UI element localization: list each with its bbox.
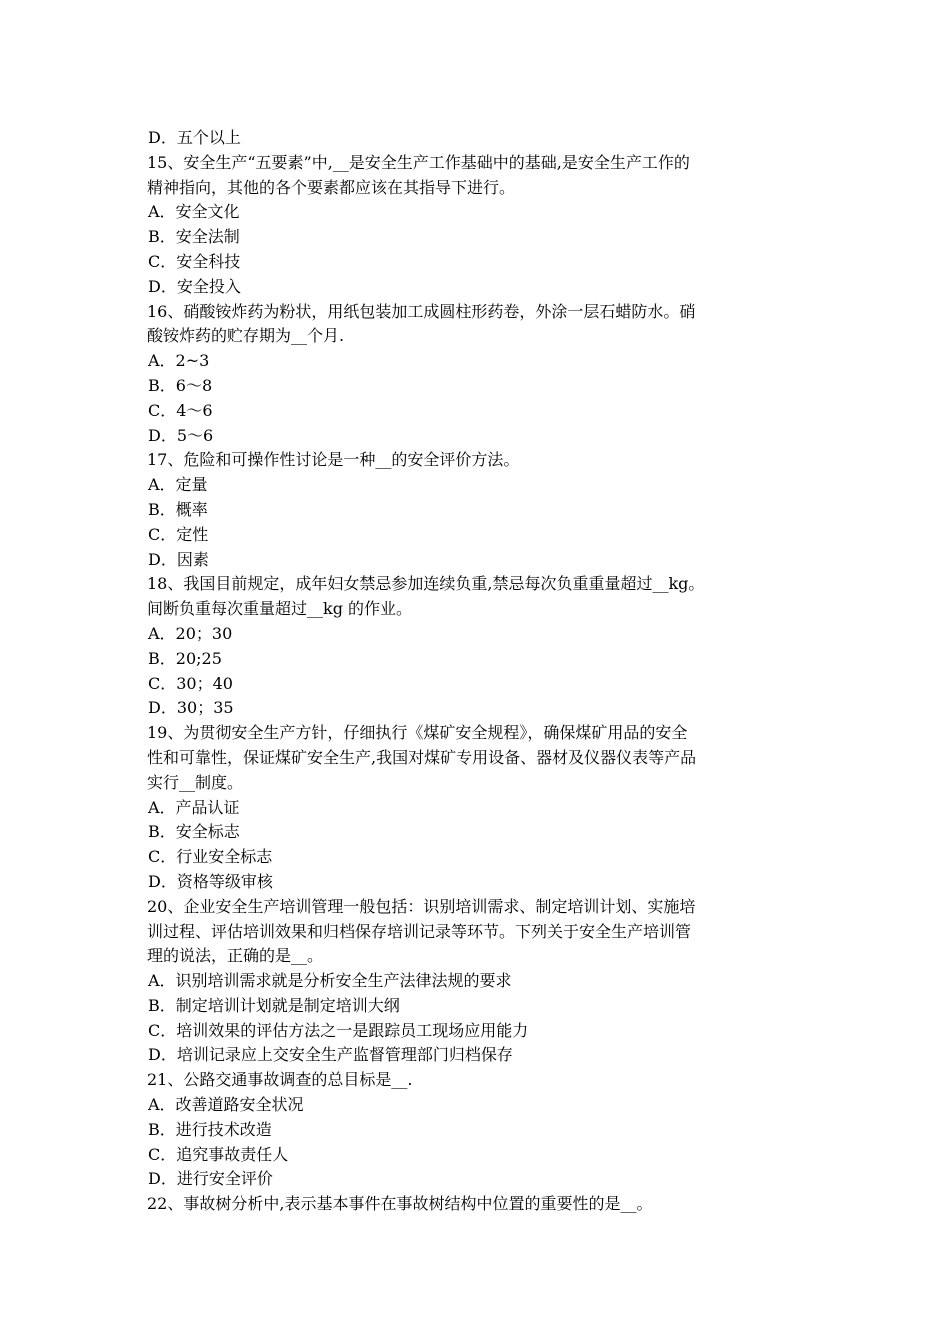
answer-option-line: D．培训记录应上交安全生产监督管理部门归档保存: [148, 1045, 513, 1065]
answer-option-line: C．4～6: [148, 400, 213, 420]
question-text-line: 性和可靠性，保证煤矿安全生产,我国对煤矿专用设备、器材及仪器仪表等产品: [147, 747, 697, 767]
document-body: [147, 126, 809, 1217]
answer-option-line: A．识别培训需求就是分析安全生产法律法规的要求: [148, 971, 512, 991]
answer-option-line: C．30；40: [148, 673, 233, 693]
question-text-line: 22、事故树分析中,表示基本事件在事故树结构中位置的重要性的是__。: [147, 1194, 653, 1214]
question-text-line: 理的说法，正确的是__。: [147, 946, 324, 966]
answer-option-line: D．安全投入: [148, 276, 241, 296]
answer-option-line: D．5～6: [148, 425, 214, 445]
question-text-line: 实行__制度。: [147, 772, 244, 792]
answer-option-line: C．培训效果的评估方法之一是跟踪员工现场应用能力: [148, 1020, 529, 1040]
answer-option-line: A．改善道路安全状况: [148, 1095, 304, 1115]
answer-option-line: D．30；35: [148, 698, 234, 718]
answer-option-line: B．6～8: [148, 375, 213, 395]
answer-option-line: A．定量: [148, 475, 208, 495]
question-text-line: 15、安全生产“五要素”中,__是安全生产工作基础中的基础,是安全生产工作的: [147, 152, 690, 172]
answer-option-line: C．定性: [148, 524, 209, 544]
question-text-line: 20、企业安全生产培训管理一般包括：识别培训需求、制定培训计划、实施培: [147, 896, 696, 916]
question-text-line: 16、硝酸铵炸药为粉状，用纸包装加工成圆柱形药卷，外涂一层石蜡防水。硝: [147, 301, 696, 321]
answer-option-line: B．安全标志: [148, 822, 240, 842]
answer-option-line: A．20；30: [148, 623, 233, 643]
question-text-line: 19、为贯彻安全生产方针，仔细执行《煤矿安全规程》，确保煤矿用品的安全: [147, 723, 688, 743]
answer-option-line: D．进行安全评价: [148, 1169, 273, 1189]
answer-option-line: B．20;25: [148, 648, 222, 668]
question-text-line: 间断负重每次重量超过__kg 的作业。: [147, 599, 413, 619]
answer-option-line: D．五个以上: [148, 128, 241, 147]
answer-option-line: A．安全文化: [148, 202, 240, 222]
question-text-line: 17、危险和可操作性讨论是一种__的安全评价方法。: [147, 450, 520, 470]
question-text-line: 训过程、评估培训效果和归档保存培训记录等环节。下列关于安全生产培训管: [147, 921, 692, 941]
question-text-line: 酸铵炸药的贮存期为__个月.: [147, 326, 345, 346]
question-text-line: 精神指向，其他的各个要素都应该在其指导下进行。: [147, 177, 516, 197]
answer-option-line: A．产品认证: [148, 797, 240, 817]
answer-option-line: B．安全法制: [148, 227, 240, 247]
answer-option-line: C．追究事故责任人: [148, 1144, 289, 1164]
answer-option-line: C．行业安全标志: [148, 847, 273, 867]
answer-option-line: B．概率: [148, 499, 208, 519]
answer-option-line: D．资格等级审核: [148, 871, 273, 891]
answer-option-line: B．制定培训计划就是制定培训大纲: [148, 995, 400, 1015]
answer-option-line: C．安全科技: [148, 251, 241, 271]
question-text-line: 21、公路交通事故调查的总目标是__.: [147, 1070, 413, 1090]
answer-option-line: B．进行技术改造: [148, 1119, 272, 1139]
question-text-line: 18、我国目前规定，成年妇女禁忌参加连续负重,禁忌每次负重重量超过__kg。: [147, 574, 705, 594]
answer-option-line: D．因素: [148, 549, 209, 569]
answer-option-line: A．2~3: [148, 351, 210, 371]
